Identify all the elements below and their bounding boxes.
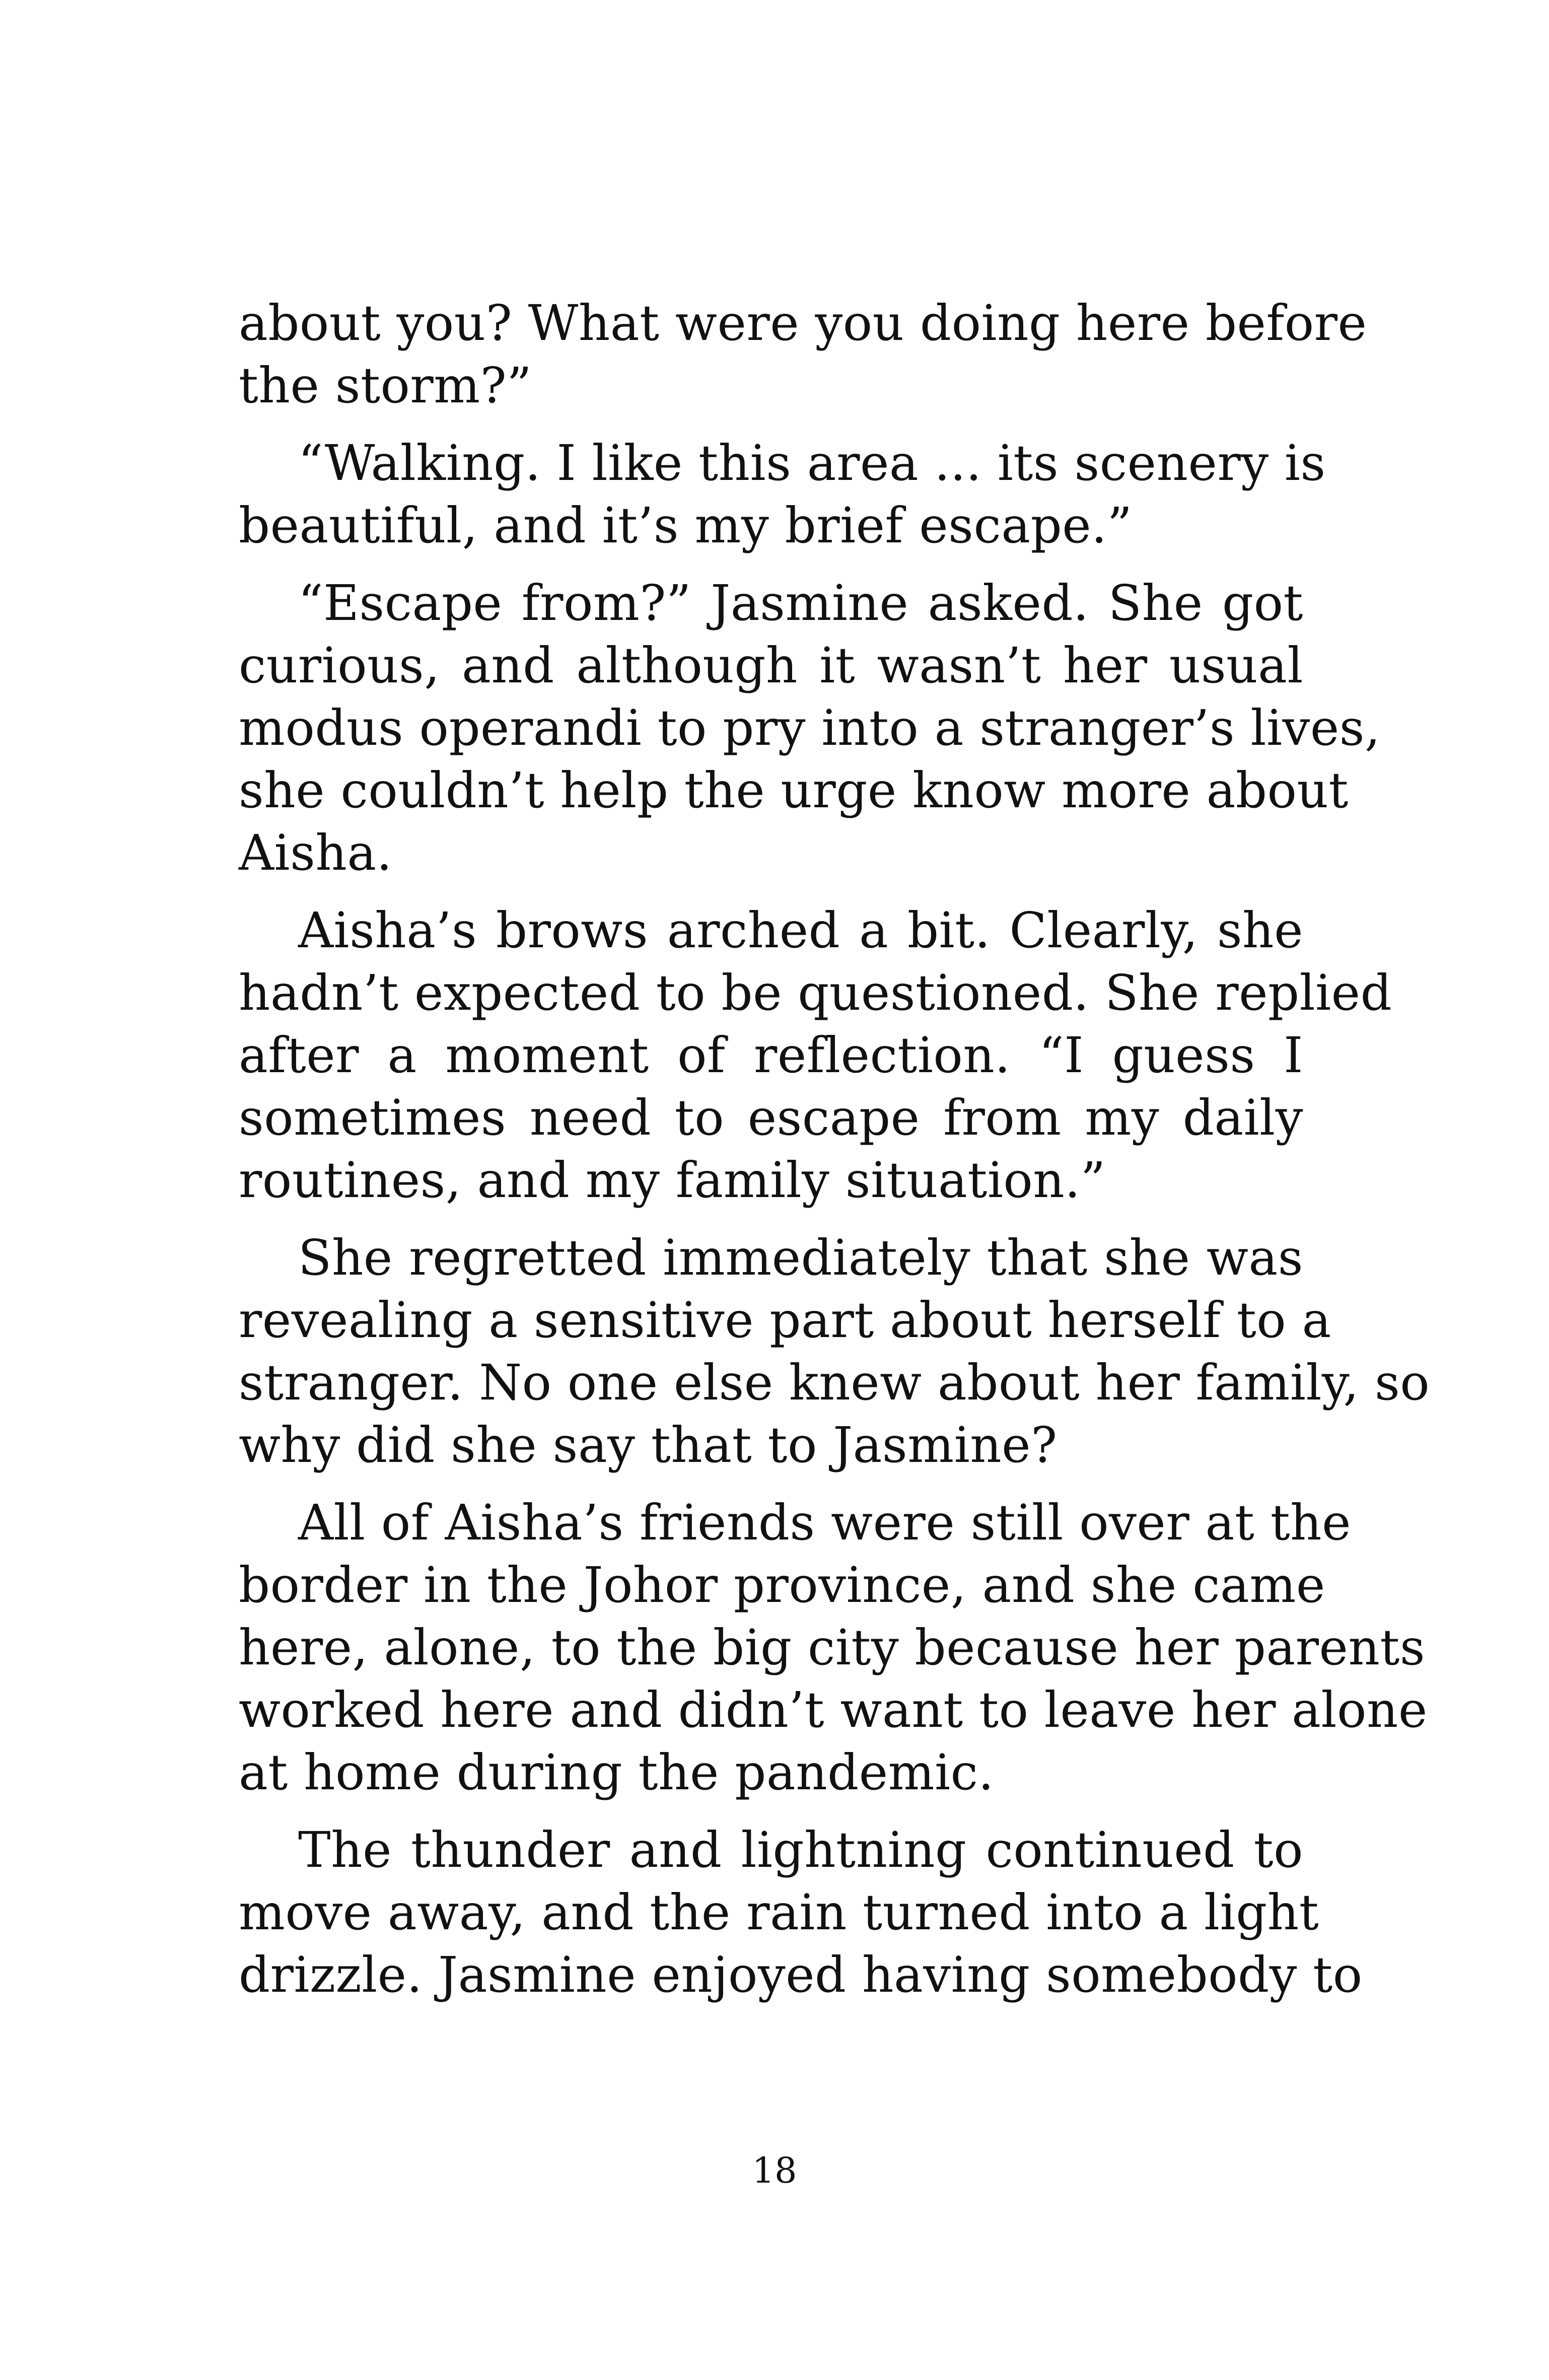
text-line: revealing a sensitive part about herself to a <box>239 1292 1331 1349</box>
text-line: about you? What were you doing here before <box>239 295 1367 352</box>
page-number: 18 <box>752 2150 797 2191</box>
paragraph <box>239 1227 1430 1477</box>
text-line: The thunder and lightning continued to <box>298 1822 1303 1878</box>
text-line: border in the Johor province, and she came <box>239 1557 1325 1614</box>
text-line: she couldn’t help the urge know more about <box>239 762 1349 819</box>
text-line: All of Aisha’s friends were still over at the <box>298 1494 1352 1551</box>
text-line: Aisha. <box>239 824 392 881</box>
paragraph <box>239 899 1392 1212</box>
text-line: drizzle. Jasmine enjoyed having somebody to <box>239 1946 1363 2003</box>
text-line: after a moment of reflection. “I guess I <box>239 1027 1303 1084</box>
text-line: hadn’t expected to be questioned. She replied <box>239 964 1392 1021</box>
paragraph <box>239 572 1381 884</box>
paragraph <box>239 432 1326 557</box>
text-line: beautiful, and it’s my brief escape.” <box>239 497 1133 554</box>
text-line: worked here and didn’t want to leave her alone <box>239 1682 1428 1738</box>
text-line: why did she say that to Jasmine? <box>239 1417 1058 1474</box>
text-line: sometimes need to escape from my daily <box>239 1089 1303 1146</box>
paragraph <box>239 1492 1428 1804</box>
body-text <box>239 292 1430 2006</box>
text-line: modus operandi to pry into a stranger’s lives, <box>239 699 1381 756</box>
text-line: She regretted immediately that she was <box>298 1229 1303 1286</box>
paragraph <box>239 292 1367 417</box>
text-line: curious, and although it wasn’t her usual <box>239 637 1303 694</box>
text-line: “Walking. I like this area ... its scenery is <box>298 435 1326 492</box>
text-line: at home during the pandemic. <box>239 1744 994 1801</box>
text-line: move away, and the rain turned into a light <box>239 1884 1319 1941</box>
text-line: “Escape from?” Jasmine asked. She got <box>298 575 1303 632</box>
text-line: stranger. No one else knew about her family, so <box>239 1354 1430 1411</box>
text-line: the storm?” <box>239 357 532 414</box>
paragraph <box>239 1819 1363 2006</box>
text-line: here, alone, to the big city because her parents <box>239 1619 1426 1676</box>
text-line: Aisha’s brows arched a bit. Clearly, she <box>298 902 1303 959</box>
text-line: routines, and my family situation.” <box>239 1152 1106 1209</box>
